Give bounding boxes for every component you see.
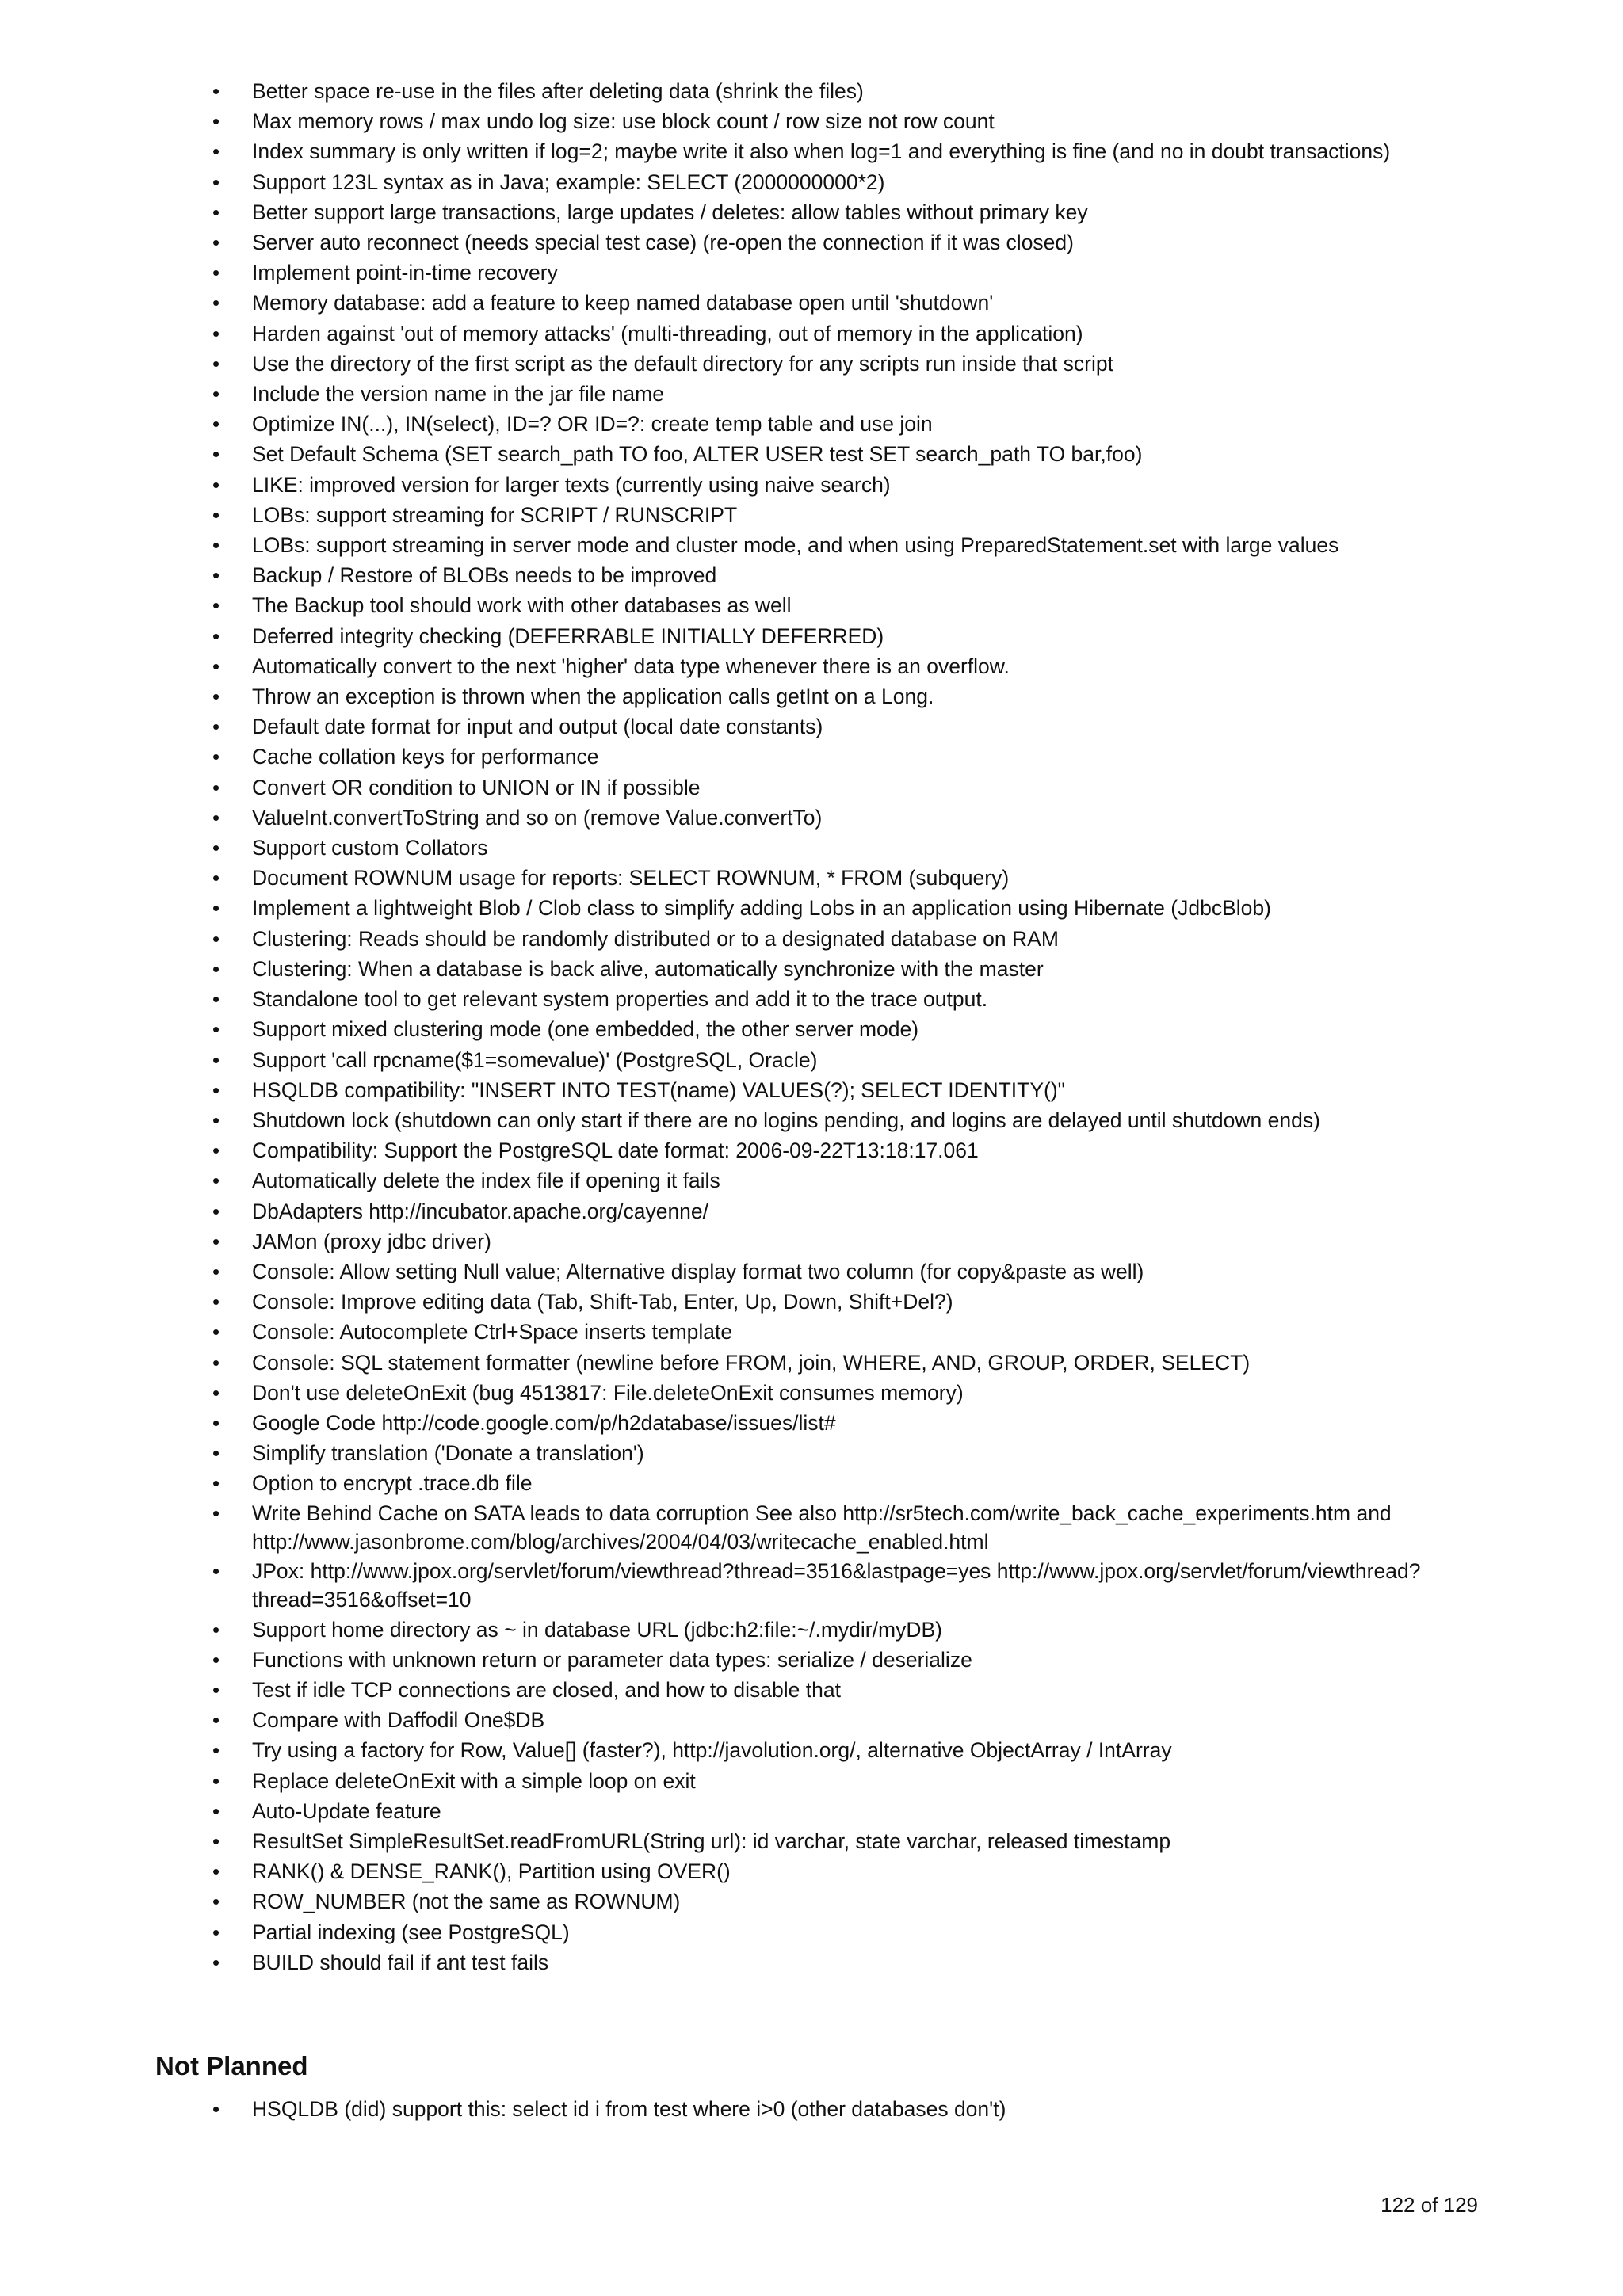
list-item: • Support mixed clustering mode (one embedded, the other server mode) bbox=[0, 1014, 1520, 1044]
list-item: • Default date format for input and output (local date constants) bbox=[0, 711, 1520, 742]
list-item: • Shutdown lock (shutdown can only start if there are no logins pending, and logins are delayed until shutdown ends) bbox=[0, 1105, 1520, 1135]
list-item: • Better space re-use in the files after deleting data (shrink the files) bbox=[0, 76, 1520, 106]
list-item: • Support 123L syntax as in Java; example: SELECT (2000000000*2) bbox=[0, 167, 1520, 197]
list-item: • Use the directory of the first script as the default directory for any scripts run inside that script bbox=[0, 349, 1520, 379]
list-item: • Simplify translation ('Donate a translation') bbox=[0, 1438, 1520, 1468]
list-item: • ROW_NUMBER (not the same as ROWNUM) bbox=[0, 1886, 1520, 1917]
list-item: • Automatically delete the index file if opening it fails bbox=[0, 1165, 1520, 1196]
list-item: • Deferred integrity checking (DEFERRABLE INITIALLY DEFERRED) bbox=[0, 621, 1520, 651]
list-item: • Functions with unknown return or parameter data types: serialize / deserialize bbox=[0, 1645, 1520, 1675]
list-item: • Replace deleteOnExit with a simple loop on exit bbox=[0, 1766, 1520, 1796]
list-item: • Compatibility: Support the PostgreSQL date format: 2006-09-22T13:18:17.061 bbox=[0, 1135, 1520, 1165]
list-item: • Throw an exception is thrown when the application calls getInt on a Long. bbox=[0, 681, 1520, 711]
list-item: • Console: Autocomplete Ctrl+Space inserts template bbox=[0, 1317, 1520, 1347]
list-item: • The Backup tool should work with other databases as well bbox=[0, 590, 1520, 620]
list-item: • Console: Improve editing data (Tab, Shift-Tab, Enter, Up, Down, Shift+Del?) bbox=[0, 1287, 1520, 1317]
list-item: • ResultSet SimpleResultSet.readFromURL(String url): id varchar, state varchar, released timestamp bbox=[0, 1826, 1520, 1856]
list-item: • JPox: http://www.jpox.org/servlet/forum/viewthread?thread=3516&lastpage=yes http://www.jpox.org/servlet/forum/viewthread?thread=3516&offset=10 bbox=[0, 1557, 1520, 1615]
list-item: • Automatically convert to the next 'higher' data type whenever there is an overflow. bbox=[0, 651, 1520, 681]
list-item: • Server auto reconnect (needs special test case) (re-open the connection if it was closed) bbox=[0, 227, 1520, 257]
list-item: • Max memory rows / max undo log size: use block count / row size not row count bbox=[0, 106, 1520, 136]
list-item: • Clustering: Reads should be randomly distributed or to a designated database on RAM bbox=[0, 924, 1520, 954]
list-item: • Test if idle TCP connections are closed, and how to disable that bbox=[0, 1675, 1520, 1705]
list-item: • BUILD should fail if ant test fails bbox=[0, 1947, 1520, 1978]
list-item: • Memory database: add a feature to keep named database open until 'shutdown' bbox=[0, 288, 1520, 318]
list-item: • Implement a lightweight Blob / Clob class to simplify adding Lobs in an application using Hibernate (JdbcBlob) bbox=[0, 893, 1520, 923]
list-item: • Cache collation keys for performance bbox=[0, 742, 1520, 772]
list-item: • LOBs: support streaming for SCRIPT / RUNSCRIPT bbox=[0, 500, 1520, 530]
list-item: • Support custom Collators bbox=[0, 833, 1520, 863]
list-item: • Index summary is only written if log=2; maybe write it also when log=1 and everything is fine (and no in doubt transactions) bbox=[0, 136, 1520, 166]
list-item: • Harden against 'out of memory attacks' (multi-threading, out of memory in the application) bbox=[0, 318, 1520, 349]
list-item: • Include the version name in the jar file name bbox=[0, 379, 1520, 409]
list-item: • Try using a factory for Row, Value[] (faster?), http://javolution.org/, alternative ObjectArray / IntArray bbox=[0, 1735, 1520, 1765]
list-item: • Support 'call rpcname($1=somevalue)' (PostgreSQL, Oracle) bbox=[0, 1045, 1520, 1075]
list-item: • Partial indexing (see PostgreSQL) bbox=[0, 1917, 1520, 1947]
list-item: • DbAdapters http://incubator.apache.org/cayenne/ bbox=[0, 1196, 1520, 1226]
list-item: • Clustering: When a database is back alive, automatically synchronize with the master bbox=[0, 954, 1520, 984]
list-item: • ValueInt.convertToString and so on (remove Value.convertTo) bbox=[0, 803, 1520, 833]
list-item: • Standalone tool to get relevant system properties and add it to the trace output. bbox=[0, 984, 1520, 1014]
not-planned-list bbox=[0, 2094, 1520, 2124]
todo-list bbox=[0, 76, 1520, 1978]
list-item: • Don't use deleteOnExit (bug 4513817: File.deleteOnExit consumes memory) bbox=[0, 1378, 1520, 1408]
list-item: • Better support large transactions, large updates / deletes: allow tables without primary key bbox=[0, 197, 1520, 227]
list-item: • JAMon (proxy jdbc driver) bbox=[0, 1226, 1520, 1257]
list-item: • Auto-Update feature bbox=[0, 1796, 1520, 1826]
list-item: • Convert OR condition to UNION or IN if possible bbox=[0, 772, 1520, 803]
list-item: • HSQLDB (did) support this: select id i from test where i>0 (other databases don't) bbox=[0, 2094, 1520, 2124]
list-item: • Write Behind Cache on SATA leads to data corruption See also http://sr5tech.com/write_back_cache_experiments.htm and http://www.jasonbrome.com/blog/archives/2004/04/03/writecache_enabled.html bbox=[0, 1499, 1520, 1557]
section-heading-not-planned: Not Planned bbox=[155, 2051, 308, 2081]
list-item: • RANK() & DENSE_RANK(), Partition using OVER() bbox=[0, 1856, 1520, 1886]
list-item: • Backup / Restore of BLOBs needs to be improved bbox=[0, 560, 1520, 590]
list-item: • Set Default Schema (SET search_path TO foo, ALTER USER test SET search_path TO bar,foo) bbox=[0, 439, 1520, 469]
list-item: • Option to encrypt .trace.db file bbox=[0, 1468, 1520, 1498]
list-item: • HSQLDB compatibility: "INSERT INTO TEST(name) VALUES(?); SELECT IDENTITY()" bbox=[0, 1075, 1520, 1105]
list-item: • Console: Allow setting Null value; Alternative display format two column (for copy&paste as well) bbox=[0, 1257, 1520, 1287]
list-item: • Google Code http://code.google.com/p/h2database/issues/list# bbox=[0, 1408, 1520, 1438]
list-item: • Support home directory as ~ in database URL (jdbc:h2:file:~/.mydir/myDB) bbox=[0, 1615, 1520, 1645]
list-item: • Implement point-in-time recovery bbox=[0, 257, 1520, 288]
list-item: • Compare with Daffodil One$DB bbox=[0, 1705, 1520, 1735]
list-item: • Optimize IN(...), IN(select), ID=? OR ID=?: create temp table and use join bbox=[0, 409, 1520, 439]
list-item: • Console: SQL statement formatter (newline before FROM, join, WHERE, AND, GROUP, ORDER, SELECT) bbox=[0, 1348, 1520, 1378]
list-item: • Document ROWNUM usage for reports: SELECT ROWNUM, * FROM (subquery) bbox=[0, 863, 1520, 893]
page-number: 122 of 129 bbox=[1381, 2193, 1478, 2217]
list-item: • LIKE: improved version for larger texts (currently using naive search) bbox=[0, 470, 1520, 500]
list-item: • LOBs: support streaming in server mode and cluster mode, and when using PreparedStatement.set with large values bbox=[0, 530, 1520, 560]
